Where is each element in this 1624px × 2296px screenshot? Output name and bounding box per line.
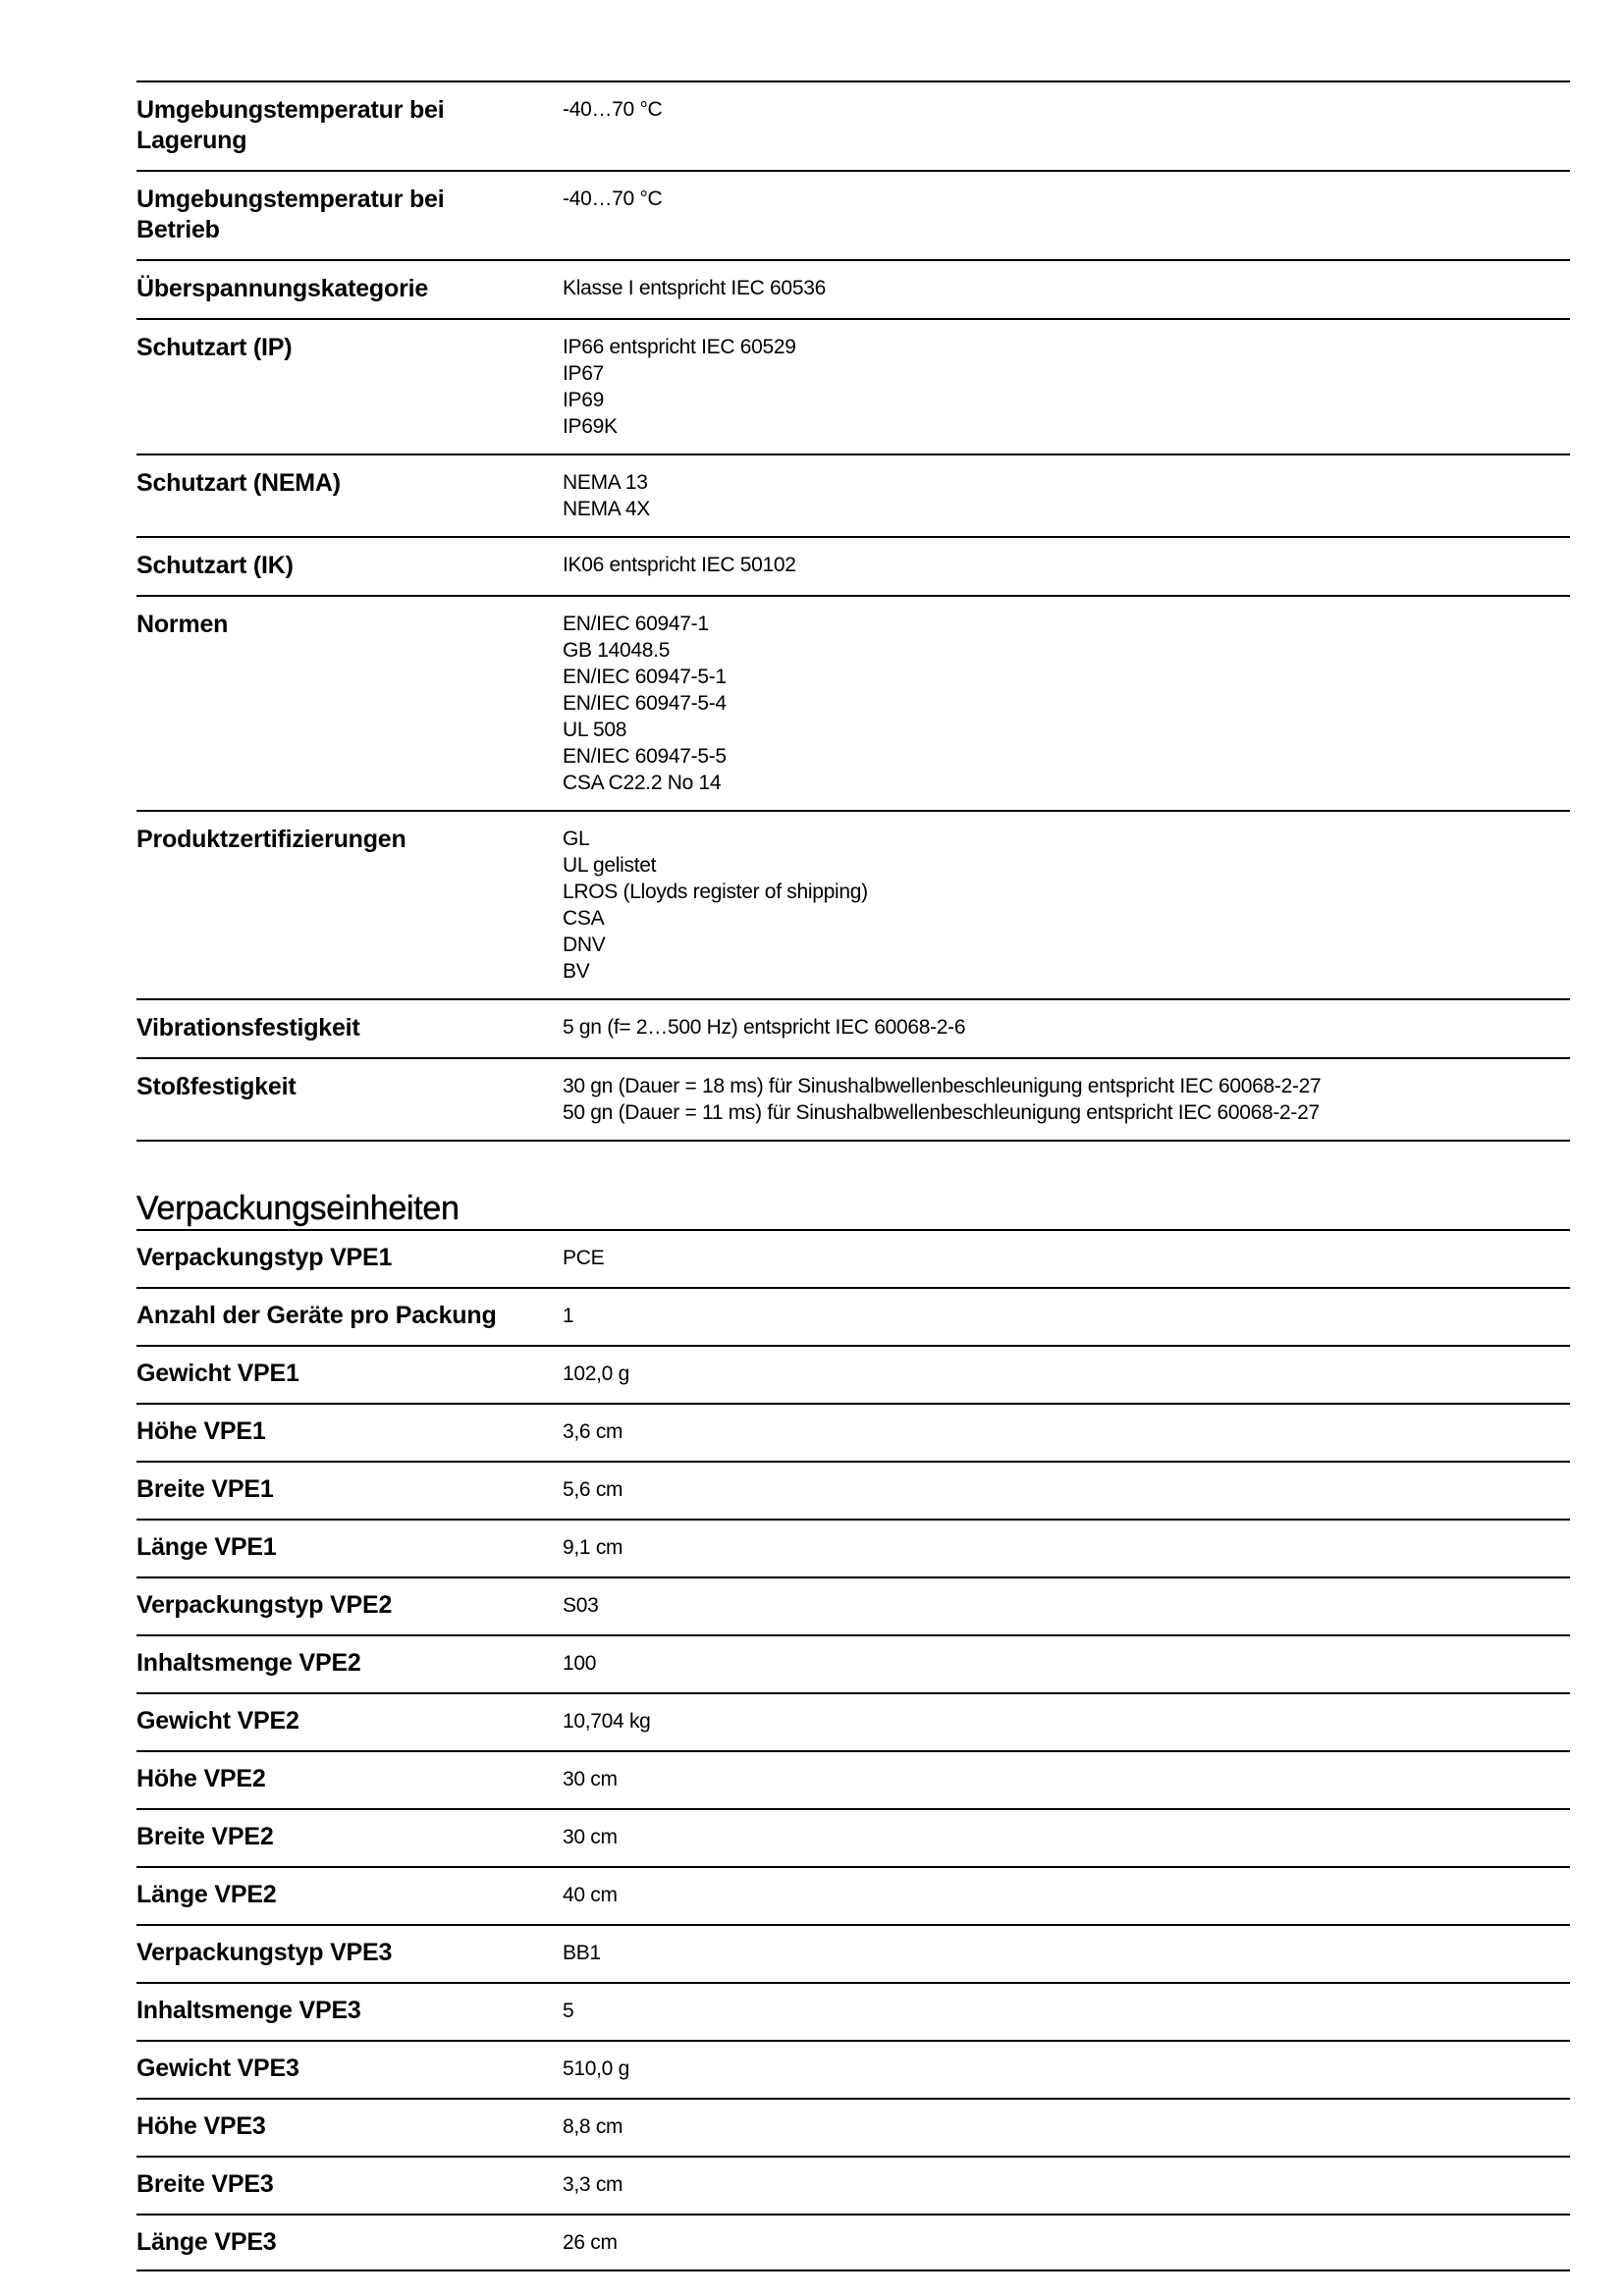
spec-value bbox=[563, 1072, 1570, 1126]
packaging-value: S03 bbox=[563, 1594, 599, 1617]
spec-label-line: Schutzart (IP) bbox=[136, 334, 293, 361]
spec-value-line: EN/IEC 60947-5-4 bbox=[563, 692, 727, 715]
spec-value bbox=[563, 1013, 1570, 1043]
packaging-row bbox=[136, 1461, 1570, 1519]
spec-value-line: -40…70 °C bbox=[563, 98, 663, 121]
spec-value-line: 5 gn (f= 2…500 Hz) entspricht IEC 60068-2-6 bbox=[563, 1016, 966, 1039]
packaging-label: Gewicht VPE2 bbox=[136, 1707, 299, 1735]
packaging-label: Länge VPE2 bbox=[136, 1881, 277, 1908]
spec-value bbox=[563, 95, 1570, 156]
packaging-label: Breite VPE1 bbox=[136, 1475, 274, 1503]
spec-row bbox=[136, 998, 1570, 1057]
spec-row bbox=[136, 318, 1570, 454]
packaging-label: Länge VPE3 bbox=[136, 2228, 277, 2256]
packaging-row bbox=[136, 2156, 1570, 2214]
spec-value-line: Klasse I entspricht IEC 60536 bbox=[563, 277, 826, 299]
spec-label bbox=[136, 551, 563, 581]
spec-value-line: BV bbox=[563, 960, 590, 983]
spec-value-line: CSA bbox=[563, 907, 605, 930]
spec-value-line: UL gelistet bbox=[563, 854, 657, 877]
packaging-value: 5,6 cm bbox=[563, 1478, 623, 1501]
spec-label bbox=[136, 1013, 563, 1043]
packaging-row bbox=[136, 1519, 1570, 1576]
spec-value-line: GL bbox=[563, 828, 590, 850]
packaging-value: 8,8 cm bbox=[563, 2115, 623, 2138]
packaging-table bbox=[136, 1229, 1570, 2271]
spec-value bbox=[563, 333, 1570, 440]
packaging-row bbox=[136, 1576, 1570, 1634]
packaging-label: Inhaltsmenge VPE2 bbox=[136, 1649, 361, 1677]
spec-value-line: IP66 entspricht IEC 60529 bbox=[563, 336, 796, 358]
packaging-label: Gewicht VPE1 bbox=[136, 1360, 299, 1387]
spec-label-line: Vibrationsfestigkeit bbox=[136, 1014, 360, 1041]
packaging-value: 3,6 cm bbox=[563, 1420, 623, 1443]
packaging-row bbox=[136, 1229, 1570, 1287]
spec-value-line: DNV bbox=[563, 934, 606, 956]
spec-value bbox=[563, 185, 1570, 245]
spec-value-line: IK06 entspricht IEC 50102 bbox=[563, 554, 796, 576]
spec-value-line: IP69K bbox=[563, 415, 618, 438]
packaging-row bbox=[136, 1692, 1570, 1750]
spec-row bbox=[136, 1057, 1570, 1142]
spec-value-line: EN/IEC 60947-5-1 bbox=[563, 666, 727, 688]
packaging-label: Inhaltsmenge VPE3 bbox=[136, 1997, 361, 2024]
packaging-label: Verpackungstyp VPE3 bbox=[136, 1939, 393, 1966]
packaging-row bbox=[136, 1924, 1570, 1982]
spec-label-line: Umgebungstemperatur bei bbox=[136, 186, 445, 213]
spec-value bbox=[563, 610, 1570, 796]
spec-label bbox=[136, 274, 563, 304]
spec-label-line: Lagerung bbox=[136, 127, 247, 154]
spec-label bbox=[136, 468, 563, 522]
spec-label-line: Stoßfestigkeit bbox=[136, 1073, 297, 1100]
spec-label bbox=[136, 95, 563, 156]
packaging-row bbox=[136, 1287, 1570, 1345]
document-page bbox=[136, 80, 1570, 2271]
packaging-value: 1 bbox=[563, 1305, 574, 1327]
packaging-value: 3,3 cm bbox=[563, 2173, 623, 2196]
packaging-value: 40 cm bbox=[563, 1884, 618, 1906]
packaging-row bbox=[136, 1866, 1570, 1924]
packaging-row bbox=[136, 1403, 1570, 1461]
spec-row bbox=[136, 170, 1570, 259]
spec-value-line: 30 gn (Dauer = 18 ms) für Sinushalbwellenbeschleunigung entspricht IEC 60068-2-27 bbox=[563, 1075, 1322, 1097]
spec-row bbox=[136, 454, 1570, 536]
spec-value-line: UL 508 bbox=[563, 719, 627, 741]
spec-value-line: CSA C22.2 No 14 bbox=[563, 772, 722, 794]
spec-label bbox=[136, 610, 563, 796]
spec-value-line: GB 14048.5 bbox=[563, 639, 671, 662]
packaging-row bbox=[136, 2098, 1570, 2156]
technical-specs-table bbox=[136, 80, 1570, 1142]
spec-row bbox=[136, 595, 1570, 810]
spec-row bbox=[136, 536, 1570, 595]
spec-value bbox=[563, 468, 1570, 522]
spec-value-line: NEMA 13 bbox=[563, 471, 648, 494]
spec-value bbox=[563, 274, 1570, 304]
spec-row bbox=[136, 259, 1570, 318]
spec-value bbox=[563, 551, 1570, 581]
packaging-value: 100 bbox=[563, 1652, 597, 1675]
spec-label bbox=[136, 333, 563, 440]
packaging-label: Höhe VPE2 bbox=[136, 1765, 266, 1792]
spec-label-line: Produktzertifizierungen bbox=[136, 826, 406, 853]
packaging-row bbox=[136, 1808, 1570, 1866]
spec-label-line: Betrieb bbox=[136, 216, 220, 243]
packaging-label: Gewicht VPE3 bbox=[136, 2055, 299, 2082]
packaging-row bbox=[136, 1345, 1570, 1403]
packaging-value: 9,1 cm bbox=[563, 1536, 623, 1559]
spec-value-line: IP67 bbox=[563, 362, 604, 385]
spec-label bbox=[136, 185, 563, 245]
spec-label-line: Überspannungskategorie bbox=[136, 275, 429, 302]
packaging-label: Verpackungstyp VPE2 bbox=[136, 1591, 393, 1619]
packaging-label: Verpackungstyp VPE1 bbox=[136, 1244, 393, 1271]
packaging-value: 10,704 kg bbox=[563, 1710, 651, 1733]
spec-row bbox=[136, 810, 1570, 998]
spec-label bbox=[136, 825, 563, 985]
packaging-label: Länge VPE1 bbox=[136, 1533, 277, 1561]
packaging-value: 102,0 g bbox=[563, 1362, 629, 1385]
spec-value-line: IP69 bbox=[563, 389, 604, 411]
packaging-row bbox=[136, 1982, 1570, 2040]
packaging-value: 30 cm bbox=[563, 1826, 618, 1848]
spec-value-line: EN/IEC 60947-5-5 bbox=[563, 745, 727, 768]
packaging-label: Höhe VPE3 bbox=[136, 2112, 266, 2140]
packaging-row bbox=[136, 2214, 1570, 2271]
spec-label bbox=[136, 1072, 563, 1126]
packaging-label: Anzahl der Geräte pro Packung bbox=[136, 1302, 497, 1329]
spec-value-line: NEMA 4X bbox=[563, 498, 650, 520]
packaging-value: 30 cm bbox=[563, 1768, 618, 1790]
packaging-value: PCE bbox=[563, 1247, 605, 1269]
spec-label-line: Umgebungstemperatur bei bbox=[136, 96, 445, 124]
spec-value-line: LROS (Lloyds register of shipping) bbox=[563, 881, 868, 903]
packaging-label: Breite VPE3 bbox=[136, 2170, 274, 2198]
spec-value bbox=[563, 825, 1570, 985]
spec-value-line: -40…70 °C bbox=[563, 187, 663, 210]
packaging-row bbox=[136, 1750, 1570, 1808]
spec-value-line: 50 gn (Dauer = 11 ms) für Sinushalbwellenbeschleunigung entspricht IEC 60068-2-27 bbox=[563, 1101, 1320, 1124]
packaging-label: Breite VPE2 bbox=[136, 1823, 274, 1850]
spec-label-line: Normen bbox=[136, 611, 229, 638]
spec-value-line: EN/IEC 60947-1 bbox=[563, 613, 709, 635]
spec-row bbox=[136, 80, 1570, 170]
packaging-value: 510,0 g bbox=[563, 2057, 629, 2080]
packaging-label: Höhe VPE1 bbox=[136, 1417, 266, 1445]
packaging-value: BB1 bbox=[563, 1942, 601, 1964]
section-title-packaging: Verpackungseinheiten bbox=[136, 1190, 460, 1227]
packaging-value: 5 bbox=[563, 2000, 574, 2022]
spec-label-line: Schutzart (IK) bbox=[136, 552, 294, 579]
packaging-value: 26 cm bbox=[563, 2231, 618, 2254]
packaging-row bbox=[136, 1634, 1570, 1692]
packaging-row bbox=[136, 2040, 1570, 2098]
spec-label-line: Schutzart (NEMA) bbox=[136, 469, 341, 497]
